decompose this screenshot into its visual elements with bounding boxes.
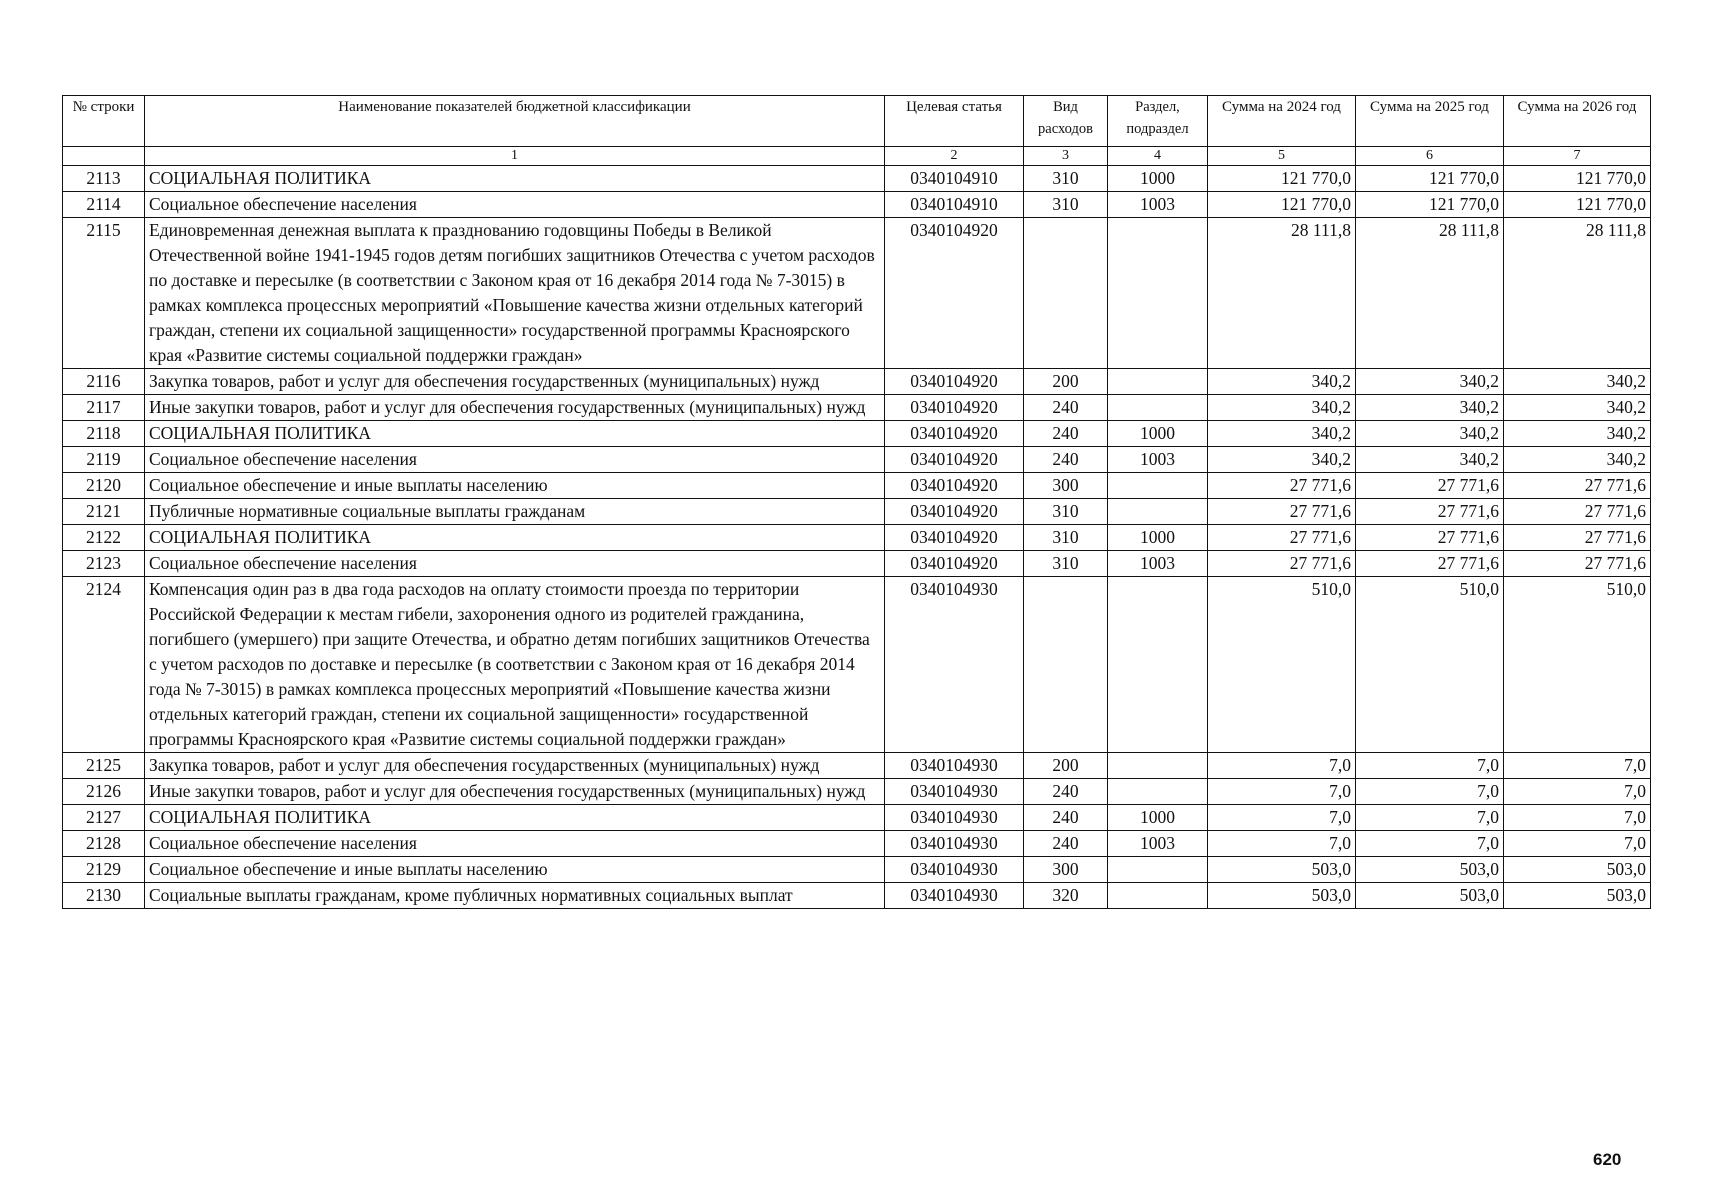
row-sum-2026: 340,2 [1504, 447, 1651, 473]
row-target-code: 0340104920 [885, 218, 1024, 369]
row-sum-2024: 503,0 [1208, 883, 1356, 909]
row-name: СОЦИАЛЬНАЯ ПОЛИТИКА [145, 805, 885, 831]
row-expense-kind: 300 [1024, 857, 1108, 883]
header-section: Раздел, подраздел [1108, 96, 1208, 147]
row-expense-kind: 310 [1024, 192, 1108, 218]
row-name: Социальное обеспечение населения [145, 192, 885, 218]
table-row [63, 421, 1651, 447]
row-expense-kind: 310 [1024, 499, 1108, 525]
column-number: 4 [1108, 147, 1208, 166]
table-row [63, 369, 1651, 395]
table-row [63, 166, 1651, 192]
row-sum-2025: 340,2 [1356, 395, 1504, 421]
row-sum-2025: 121 770,0 [1356, 192, 1504, 218]
row-number: 2122 [63, 525, 145, 551]
row-sum-2026: 503,0 [1504, 857, 1651, 883]
row-target-code: 0340104920 [885, 525, 1024, 551]
row-target-code: 0340104930 [885, 753, 1024, 779]
row-sum-2026: 503,0 [1504, 883, 1651, 909]
row-expense-kind: 240 [1024, 447, 1108, 473]
table-body [63, 166, 1651, 909]
row-target-code: 0340104920 [885, 473, 1024, 499]
row-sum-2025: 7,0 [1356, 779, 1504, 805]
row-sum-2024: 27 771,6 [1208, 525, 1356, 551]
column-number: 7 [1504, 147, 1651, 166]
table-row [63, 779, 1651, 805]
row-sum-2026: 7,0 [1504, 779, 1651, 805]
row-section [1108, 218, 1208, 369]
row-sum-2024: 340,2 [1208, 421, 1356, 447]
row-target-code: 0340104930 [885, 857, 1024, 883]
row-sum-2026: 340,2 [1504, 395, 1651, 421]
row-sum-2024: 121 770,0 [1208, 166, 1356, 192]
row-number: 2124 [63, 577, 145, 753]
header-sum-2026: Сумма на 2026 год [1504, 96, 1651, 147]
row-name: Компенсация один раз в два года расходов на оплату стоимости проезда по территории Российской Федерации к местам гибели, захоронения одного из родителей гражданина, погибшего (умершего) при защите Отечества, и обратно детям погибших защитников Отечества с учетом расходов по доставке и пересылке (в соответствии с Законом края от 16 декабря 2014 года № 7-3015) в рамках комплекса процессных мероприятий «Повышение качества жизни отдельных категорий граждан, степени их социальной защищенности» государственной программы Красноярского края «Развитие системы социальной поддержки граждан» [145, 577, 885, 753]
row-target-code: 0340104930 [885, 831, 1024, 857]
column-number: 3 [1024, 147, 1108, 166]
row-expense-kind: 240 [1024, 831, 1108, 857]
row-number: 2115 [63, 218, 145, 369]
table-row [63, 192, 1651, 218]
row-expense-kind: 200 [1024, 753, 1108, 779]
row-target-code: 0340104920 [885, 369, 1024, 395]
row-sum-2025: 340,2 [1356, 421, 1504, 447]
column-number-blank [63, 147, 145, 166]
row-sum-2025: 510,0 [1356, 577, 1504, 753]
row-sum-2024: 27 771,6 [1208, 551, 1356, 577]
row-section [1108, 395, 1208, 421]
row-sum-2026: 7,0 [1504, 831, 1651, 857]
row-sum-2025: 28 111,8 [1356, 218, 1504, 369]
row-expense-kind: 300 [1024, 473, 1108, 499]
row-sum-2026: 28 111,8 [1504, 218, 1651, 369]
row-target-code: 0340104910 [885, 166, 1024, 192]
row-section: 1003 [1108, 831, 1208, 857]
table-row [63, 447, 1651, 473]
row-name: Социальное обеспечение населения [145, 831, 885, 857]
table-row [63, 857, 1651, 883]
row-section [1108, 857, 1208, 883]
row-section: 1003 [1108, 192, 1208, 218]
row-number: 2117 [63, 395, 145, 421]
table-row [63, 395, 1651, 421]
row-sum-2026: 340,2 [1504, 369, 1651, 395]
table-row [63, 473, 1651, 499]
row-sum-2024: 510,0 [1208, 577, 1356, 753]
row-sum-2026: 7,0 [1504, 805, 1651, 831]
row-sum-2024: 7,0 [1208, 831, 1356, 857]
row-sum-2025: 340,2 [1356, 447, 1504, 473]
row-sum-2025: 27 771,6 [1356, 473, 1504, 499]
row-sum-2025: 503,0 [1356, 857, 1504, 883]
row-number: 2129 [63, 857, 145, 883]
row-section [1108, 779, 1208, 805]
table-row [63, 218, 1651, 369]
row-section: 1003 [1108, 447, 1208, 473]
row-target-code: 0340104930 [885, 779, 1024, 805]
row-expense-kind: 310 [1024, 551, 1108, 577]
budget-page [62, 95, 1650, 909]
header-target: Целевая статья [885, 96, 1024, 147]
row-sum-2025: 7,0 [1356, 805, 1504, 831]
row-sum-2025: 27 771,6 [1356, 551, 1504, 577]
row-section [1108, 883, 1208, 909]
header-row [63, 96, 1651, 147]
table-row [63, 883, 1651, 909]
row-number: 2113 [63, 166, 145, 192]
column-numbers-row [63, 147, 1651, 166]
row-expense-kind: 200 [1024, 369, 1108, 395]
budget-table [62, 95, 1651, 909]
column-number: 6 [1356, 147, 1504, 166]
row-section: 1000 [1108, 805, 1208, 831]
row-section [1108, 753, 1208, 779]
row-name: СОЦИАЛЬНАЯ ПОЛИТИКА [145, 525, 885, 551]
row-name: Иные закупки товаров, работ и услуг для обеспечения государственных (муниципальных) нужд [145, 779, 885, 805]
row-target-code: 0340104930 [885, 883, 1024, 909]
row-sum-2026: 121 770,0 [1504, 192, 1651, 218]
table-row [63, 831, 1651, 857]
row-section: 1000 [1108, 166, 1208, 192]
row-number: 2128 [63, 831, 145, 857]
table-row [63, 753, 1651, 779]
row-expense-kind: 240 [1024, 395, 1108, 421]
row-name: Публичные нормативные социальные выплаты гражданам [145, 499, 885, 525]
column-number: 2 [885, 147, 1024, 166]
row-section [1108, 473, 1208, 499]
row-name: Социальное обеспечение и иные выплаты населению [145, 473, 885, 499]
row-sum-2024: 340,2 [1208, 369, 1356, 395]
row-sum-2024: 340,2 [1208, 447, 1356, 473]
row-number: 2125 [63, 753, 145, 779]
row-name: Закупка товаров, работ и услуг для обеспечения государственных (муниципальных) нужд [145, 369, 885, 395]
row-expense-kind [1024, 577, 1108, 753]
row-sum-2026: 121 770,0 [1504, 166, 1651, 192]
row-sum-2024: 7,0 [1208, 779, 1356, 805]
row-sum-2024: 7,0 [1208, 753, 1356, 779]
row-section [1108, 499, 1208, 525]
header-name: Наименование показателей бюджетной классификации [145, 96, 885, 147]
row-number: 2127 [63, 805, 145, 831]
row-expense-kind: 240 [1024, 421, 1108, 447]
row-sum-2025: 503,0 [1356, 883, 1504, 909]
row-sum-2026: 27 771,6 [1504, 473, 1651, 499]
row-sum-2026: 7,0 [1504, 753, 1651, 779]
row-number: 2123 [63, 551, 145, 577]
page-number: 620 [1593, 1150, 1622, 1169]
row-name: Социальное обеспечение населения [145, 447, 885, 473]
table-row [63, 577, 1651, 753]
header-sum-2025: Сумма на 2025 год [1356, 96, 1504, 147]
column-number: 5 [1208, 147, 1356, 166]
row-sum-2024: 27 771,6 [1208, 499, 1356, 525]
row-number: 2119 [63, 447, 145, 473]
row-section: 1000 [1108, 421, 1208, 447]
row-expense-kind [1024, 218, 1108, 369]
row-target-code: 0340104920 [885, 551, 1024, 577]
table-row [63, 805, 1651, 831]
row-sum-2026: 27 771,6 [1504, 551, 1651, 577]
row-sum-2025: 27 771,6 [1356, 499, 1504, 525]
row-name: СОЦИАЛЬНАЯ ПОЛИТИКА [145, 421, 885, 447]
row-section [1108, 577, 1208, 753]
row-number: 2114 [63, 192, 145, 218]
row-section: 1003 [1108, 551, 1208, 577]
row-sum-2025: 7,0 [1356, 753, 1504, 779]
row-number: 2121 [63, 499, 145, 525]
row-expense-kind: 240 [1024, 779, 1108, 805]
row-target-code: 0340104930 [885, 577, 1024, 753]
row-sum-2026: 510,0 [1504, 577, 1651, 753]
row-sum-2025: 121 770,0 [1356, 166, 1504, 192]
row-target-code: 0340104920 [885, 447, 1024, 473]
table-row [63, 499, 1651, 525]
table-row [63, 525, 1651, 551]
row-sum-2025: 7,0 [1356, 831, 1504, 857]
header-kind: Вид расходов [1024, 96, 1108, 147]
row-target-code: 0340104910 [885, 192, 1024, 218]
row-name: Единовременная денежная выплата к празднованию годовщины Победы в Великой Отечественной войне 1941-1945 годов детям погибших защитников Отечества с учетом расходов по доставке и пересылке (в соответствии с Законом края от 16 декабря 2014 года № 7-3015) в рамках комплекса процессных мероприятий «Повышение качества жизни отдельных категорий граждан, степени их социальной защищенности» государственной программы Красноярского края «Развитие системы социальной поддержки граждан» [145, 218, 885, 369]
row-sum-2024: 28 111,8 [1208, 218, 1356, 369]
row-target-code: 0340104930 [885, 805, 1024, 831]
row-number: 2116 [63, 369, 145, 395]
row-name: Социальное обеспечение населения [145, 551, 885, 577]
row-sum-2024: 340,2 [1208, 395, 1356, 421]
row-name: СОЦИАЛЬНАЯ ПОЛИТИКА [145, 166, 885, 192]
row-number: 2120 [63, 473, 145, 499]
row-target-code: 0340104920 [885, 499, 1024, 525]
row-name: Закупка товаров, работ и услуг для обеспечения государственных (муниципальных) нужд [145, 753, 885, 779]
row-sum-2025: 340,2 [1356, 369, 1504, 395]
header-row-no: № строки [63, 96, 145, 147]
header-sum-2024: Сумма на 2024 год [1208, 96, 1356, 147]
row-sum-2024: 7,0 [1208, 805, 1356, 831]
row-target-code: 0340104920 [885, 421, 1024, 447]
row-target-code: 0340104920 [885, 395, 1024, 421]
row-name: Иные закупки товаров, работ и услуг для обеспечения государственных (муниципальных) нужд [145, 395, 885, 421]
row-sum-2026: 27 771,6 [1504, 525, 1651, 551]
row-sum-2024: 503,0 [1208, 857, 1356, 883]
row-section: 1000 [1108, 525, 1208, 551]
row-sum-2024: 121 770,0 [1208, 192, 1356, 218]
row-sum-2024: 27 771,6 [1208, 473, 1356, 499]
row-section [1108, 369, 1208, 395]
row-sum-2026: 340,2 [1504, 421, 1651, 447]
table-row [63, 551, 1651, 577]
row-name: Социальное обеспечение и иные выплаты населению [145, 857, 885, 883]
column-number: 1 [145, 147, 885, 166]
row-name: Социальные выплаты гражданам, кроме публичных нормативных социальных выплат [145, 883, 885, 909]
row-sum-2025: 27 771,6 [1356, 525, 1504, 551]
row-expense-kind: 240 [1024, 805, 1108, 831]
row-sum-2026: 27 771,6 [1504, 499, 1651, 525]
row-expense-kind: 320 [1024, 883, 1108, 909]
row-expense-kind: 310 [1024, 525, 1108, 551]
row-number: 2118 [63, 421, 145, 447]
row-number: 2130 [63, 883, 145, 909]
row-number: 2126 [63, 779, 145, 805]
row-expense-kind: 310 [1024, 166, 1108, 192]
